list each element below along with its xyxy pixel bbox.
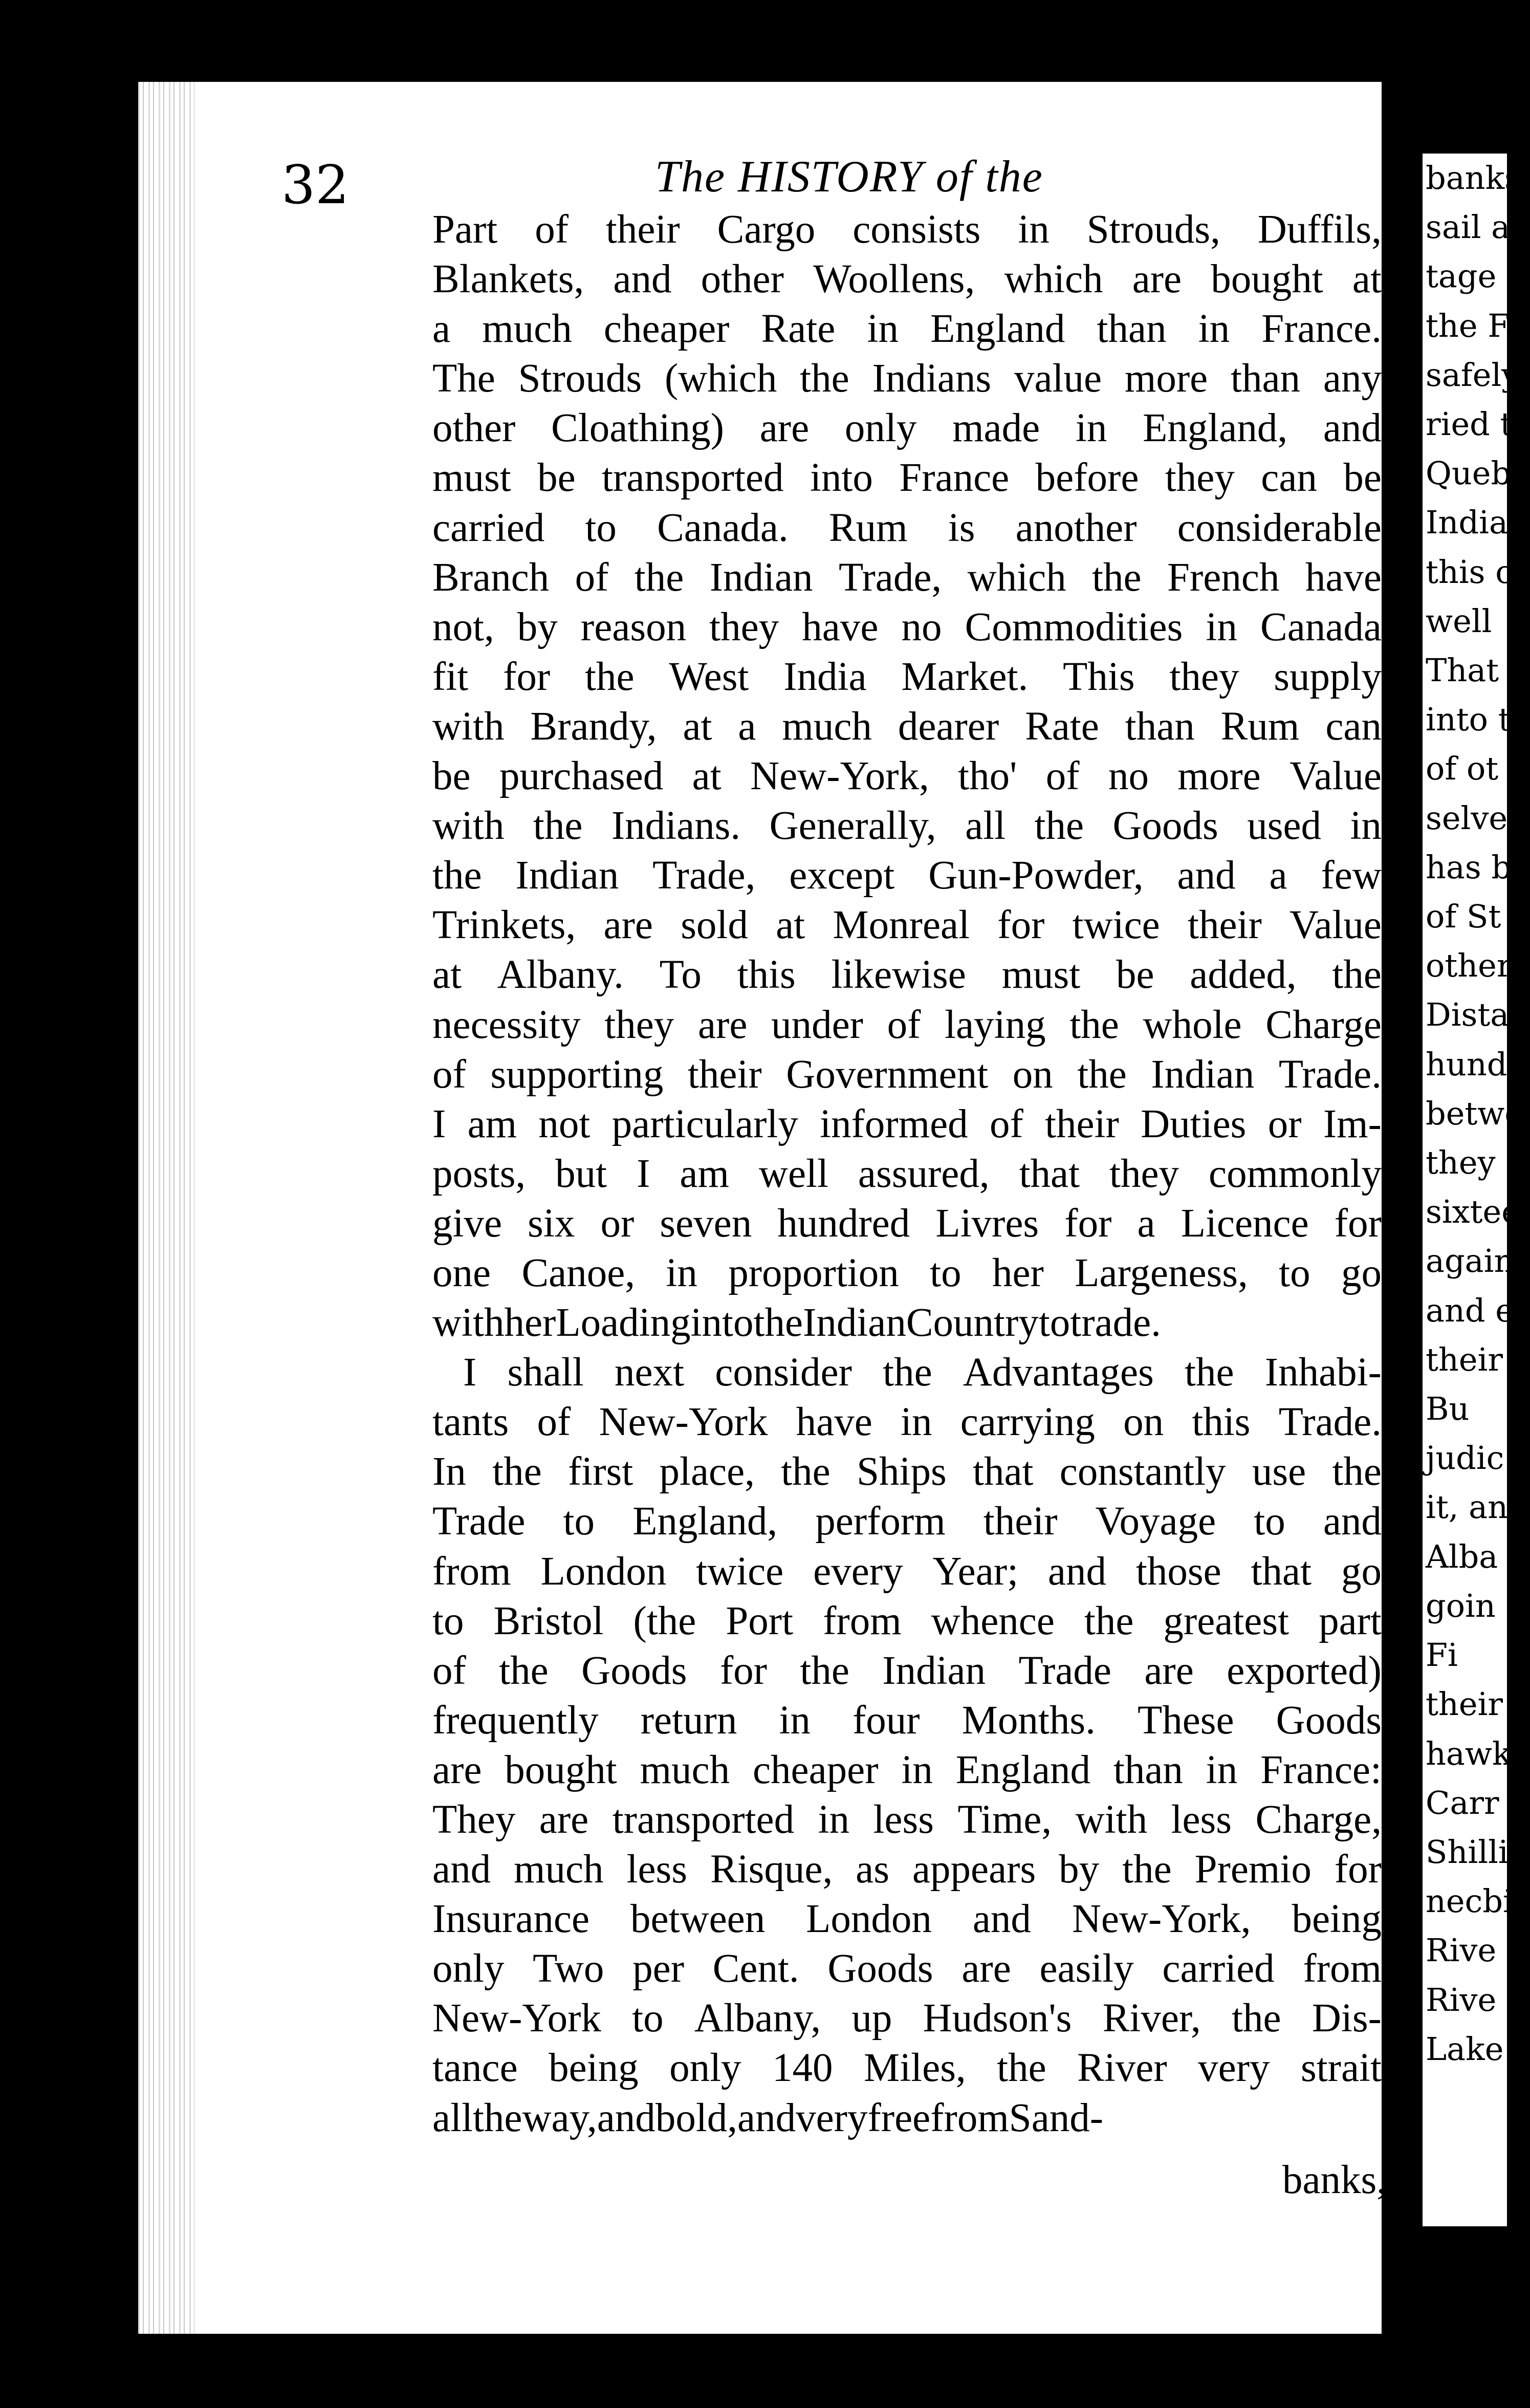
facing-line: has b [1426, 848, 1512, 886]
facing-line: sixtee [1426, 1193, 1520, 1231]
page-gutter [1382, 82, 1412, 2334]
text-line: a much cheaper Rate in England than in France. [432, 307, 1382, 352]
facing-line: it, an [1426, 1488, 1509, 1526]
text-line: must be transported into France before they can be [432, 455, 1382, 501]
text-line: Insurance between London and New-York, being [432, 1897, 1382, 1942]
facing-line: safely [1426, 356, 1520, 394]
facing-line: they c [1426, 1144, 1523, 1182]
facing-line: Quebe [1426, 454, 1530, 492]
facing-line: judic [1426, 1439, 1504, 1477]
facing-line: the Fl [1426, 307, 1520, 344]
facing-line: again [1426, 1242, 1515, 1280]
text-line: are bought much cheaper in England than in France: [432, 1747, 1382, 1792]
facing-line: tage [1426, 257, 1497, 295]
facing-line: sail as [1426, 208, 1526, 246]
text-line: New-York to Albany, up Hudson's River, the Dis- [432, 1996, 1382, 2041]
text-line: fit for the West India Market. This they supply [432, 654, 1382, 699]
running-head: The HISTORY of the [655, 152, 1043, 202]
text-line: I shall next consider the Advantages the Inhabi- [463, 1350, 1382, 1395]
facing-line: Lake [1426, 2030, 1504, 2068]
text-line: all the way, and bold, and very free from Sand- [432, 2095, 1104, 2140]
facing-line: their [1426, 1685, 1503, 1723]
text-line: to Bristol (the Port from whence the greatest part [432, 1598, 1382, 1643]
facing-line: well [1426, 602, 1492, 640]
text-line: Trinkets, are sold at Monreal for twice their Value [432, 903, 1382, 948]
facing-line: hund [1426, 1045, 1507, 1083]
facing-line: ried t [1426, 405, 1513, 443]
facing-line: Fi [1426, 1636, 1458, 1674]
text-line: only Two per Cent. Goods are easily carried from [432, 1946, 1382, 1991]
facing-line: into t [1426, 701, 1511, 739]
facing-line: this c [1426, 553, 1513, 591]
text-line: I am not particularly informed of their Duties or Im- [432, 1101, 1382, 1146]
facing-line: banks [1426, 159, 1521, 197]
text-line: of the Goods for the Indian Trade are exported) [432, 1648, 1382, 1693]
text-line: Branch of the Indian Trade, which the French have [432, 555, 1382, 600]
facing-line: That [1426, 652, 1499, 689]
facing-line: Rive [1426, 1981, 1497, 2019]
text-line: other Cloathing) are only made in England, and [432, 406, 1382, 451]
text-line: carried to Canada. Rum is another considerable [432, 505, 1382, 550]
text-line: the Indian Trade, except Gun-Powder, and a few [432, 853, 1382, 898]
text-line: The Strouds (which the Indians value more than any [432, 356, 1382, 401]
facing-line: Shilli [1426, 1833, 1509, 1871]
text-line: and much less Risque, as appears by the Premio for [432, 1847, 1382, 1892]
text-line: posts, but I am well assured, that they commonly [432, 1151, 1382, 1196]
text-line: They are transported in less Time, with less Charge, [432, 1797, 1382, 1842]
facing-line: goin [1426, 1587, 1496, 1624]
facing-line: hawk [1426, 1734, 1512, 1772]
text-line: Blankets, and other Woollens, which are bought at [432, 257, 1382, 302]
text-line: one Canoe, in proportion to her Largeness, to go [432, 1250, 1382, 1295]
text-line: frequently return in four Months. These Goods [432, 1698, 1382, 1743]
facing-line: Alba [1426, 1537, 1498, 1575]
text-line: with Brandy, at a much dearer Rate than Rum can [432, 704, 1382, 749]
facing-line: Rive [1426, 1932, 1497, 1969]
facing-line: Distan [1426, 996, 1530, 1034]
facing-line: and e [1426, 1291, 1514, 1329]
facing-line: selves [1426, 799, 1524, 837]
body-text [432, 205, 1382, 2143]
text-line: Part of their Cargo consists in Strouds, Duffils, [432, 207, 1382, 252]
text-line: with her Loading into the Indian Country to trade. [432, 1300, 1161, 1346]
text-line: tance being only 140 Miles, the River very strait [432, 2046, 1382, 2091]
binding-shadow [138, 82, 194, 2334]
text-line: not, by reason they have no Commodities in Canada [432, 604, 1382, 649]
facing-line: Bu [1426, 1390, 1470, 1428]
facing-line: their [1426, 1340, 1503, 1378]
text-line: tants of New-York have in carrying on this Trade. [432, 1400, 1382, 1445]
text-line: necessity they are under of laying the whole Charge [432, 1002, 1382, 1047]
text-line: be purchased at New-York, tho' of no more Value [432, 754, 1382, 799]
text-line: at Albany. To this likewise must be added, the [432, 952, 1382, 997]
page-number: 32 [281, 154, 349, 216]
text-line: Trade to England, perform their Voyage to and [432, 1499, 1382, 1544]
text-line: with the Indians. Generally, all the Goods used in [432, 804, 1382, 849]
text-line: give six or seven hundred Livres for a Licence for [432, 1201, 1382, 1246]
facing-line: of St [1426, 898, 1501, 936]
facing-line: betwe [1426, 1094, 1524, 1132]
catchword: banks, [1282, 2158, 1387, 2202]
facing-page-fragment [1423, 154, 1530, 2226]
text-line: of supporting their Government on the Indian Trade. [432, 1052, 1382, 1097]
text-line: In the first place, the Ships that constantly use the [432, 1449, 1382, 1494]
facing-line: other [1426, 947, 1512, 985]
facing-line: of ot [1426, 750, 1499, 788]
text-line: from London twice every Year; and those that go [432, 1549, 1382, 1594]
facing-line: Carr [1426, 1784, 1499, 1821]
facing-line: necbi [1426, 1882, 1513, 1920]
facing-line: Indian [1426, 504, 1528, 541]
